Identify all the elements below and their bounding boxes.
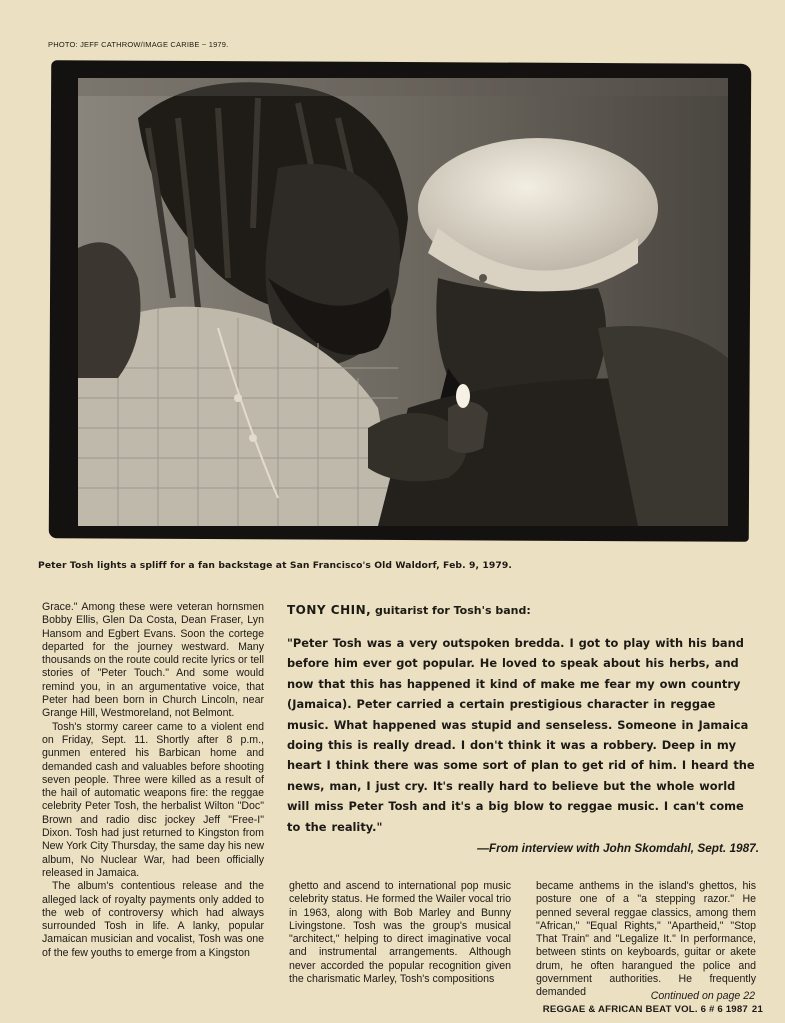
photo-caption: Peter Tosh lights a spliff for a fan backstage at San Francisco's Old Waldorf, Feb. 9, 1979. xyxy=(38,560,512,571)
column1-paragraph-1: Grace." Among these were veteran hornsmen Bobby Ellis, Glen Da Costa, Dean Fraser, Lyn Hansom and Egbert Evans. Soon the cortege departed for the journey westward. Many thousands on the route could recite lyrics or tell stories of "Peter Touch." And some would remind you, in an argumentative voice, that Peter had been born in Church Lincoln, near Grange Hill, Westmoreland, not Belmont. xyxy=(42,601,264,720)
page-number: 21 xyxy=(751,1004,763,1015)
column1-paragraph-2: Tosh's stormy career came to a violent end on Friday, Sept. 11. Shortly after 8 p.m., gunmen entered his Barbican home and demanded cash and valuables before shooting seven people. Three were killed as a result of the hail of automatic weapons fire: the reggae celebrity Peter Tosh, the herbalist Wilton "Doc" Brown and radio disc jockey Jeff "Free-I" Dixon. Tosh had just returned to Kingston from New York City Thursday, the same day his new album, No Nuclear War, had been officially released in Jamaica. xyxy=(42,720,264,879)
article-column-2 xyxy=(289,880,511,986)
publication-info: REGGAE & AFRICAN BEAT VOL. 6 # 6 1987 xyxy=(542,1004,748,1015)
page-footer xyxy=(543,1004,763,1015)
column3-text: became anthems in the island's ghettos, his posture one of a "a stepping razor." He penned several reggae classics, among them "African," "Equal Rights," "Apartheid," "Stop That Train" and "Legalize It." In performance, between stints on keyboards, guitar or akete drum, he often harangued the police and government authorities. He frequently demanded xyxy=(536,880,756,999)
quote-source: —From interview with John Skomdahl, Sept. 1987. xyxy=(477,841,759,856)
article-column-3 xyxy=(536,880,756,1000)
quote-speaker-role: guitarist for Tosh's band: xyxy=(371,604,531,617)
photo-illustration xyxy=(78,78,728,526)
quote-speaker-name: TONY CHIN, xyxy=(287,603,372,617)
continued-note: Continued on page 22 xyxy=(650,990,755,1002)
concert-photo xyxy=(78,78,728,526)
article-column-1 xyxy=(42,601,264,960)
quote-text: "Peter Tosh was a very outspoken bredda. I got to play with his band before him ever got popular. He loved to speak about his herbs, and now that this has happened it kind of make me fear my own country (Jamaica). Peter carried a certain prestigious character in reggae music. What happened was stupid and senseless. Someone in Jamaica doing this is really dread. I don't think it was a robbery. Deep in my heart I think there was some sort of plan to get rid of him. I heard the news, man, I just cry. It's really hard to believe but the whole world will miss Peter Tosh and it's a big blow to reggae music. I can't come to the reality." xyxy=(287,636,755,834)
photo-credit: PHOTO: JEFF CATHROW/IMAGE CARIBE ~ 1979. xyxy=(48,40,229,49)
column2-text: ghetto and ascend to international pop music celebrity status. He formed the Wailer vocal trio in 1963, along with Bob Marley and Bunny Livingstone. Tosh was the group's musical "architect," helping to direct imaginative vocal and instrumental arrangements. Although never accorded the popular recognition given the charismatic Marley, Tosh's compositions xyxy=(289,880,511,986)
pull-quote xyxy=(287,603,759,855)
quote-heading xyxy=(287,603,759,617)
column1-paragraph-3: The album's contentious release and the alleged lack of royalty payments only added to the web of controversy which had always surrounded Tosh in life. A lanky, popular Jamaican musician and vocalist, Tosh was one of the few youths to emerge from a Kingston xyxy=(42,880,264,959)
